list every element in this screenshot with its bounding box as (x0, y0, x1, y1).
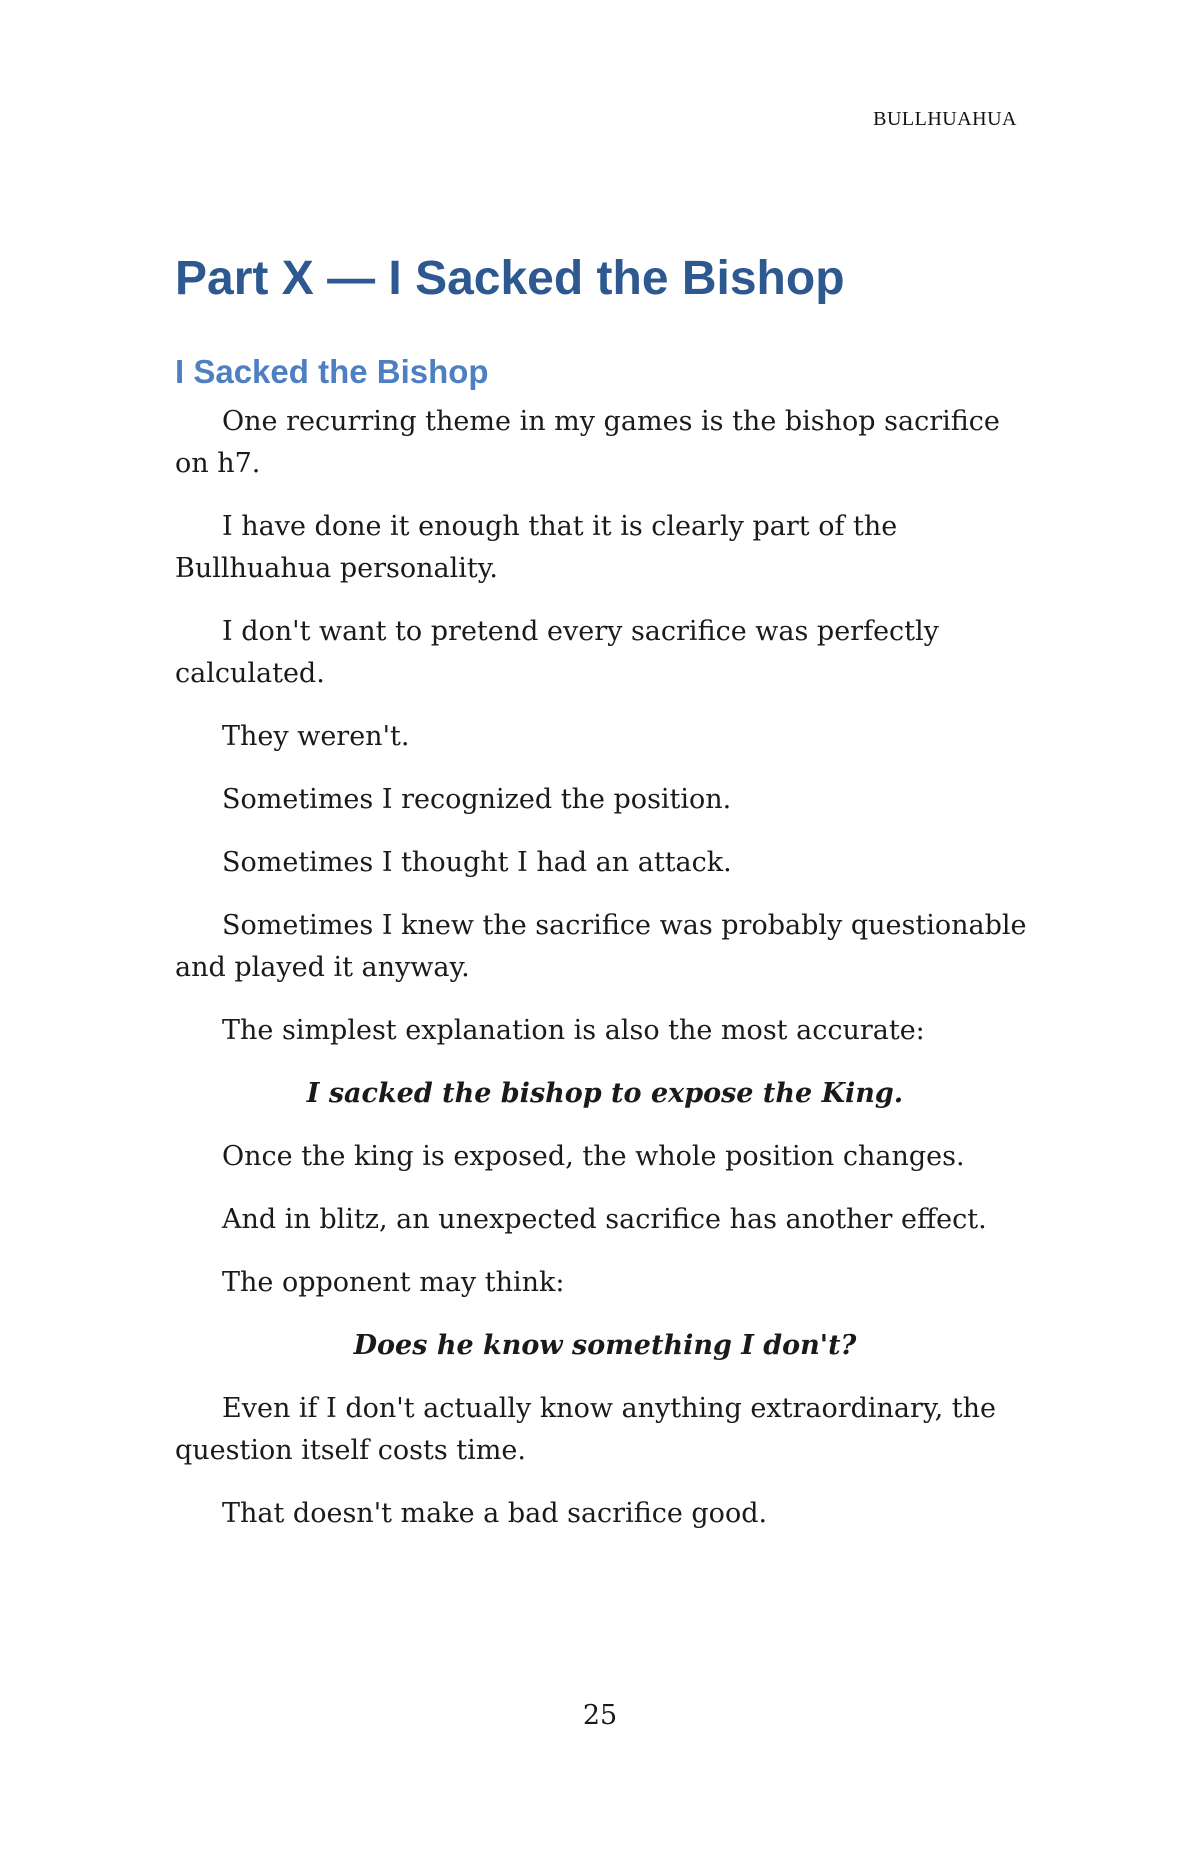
paragraph: That doesn't make a bad sacrifice good. (222, 1498, 768, 1530)
paragraph: The opponent may think: (222, 1267, 565, 1299)
page-number: 25 (582, 1700, 618, 1731)
emphasized-line: Does he know something I don't? (353, 1330, 857, 1362)
running-header: BULLHUAHUA (873, 108, 1017, 130)
paragraph: One recurring theme in my games is the bishop sacrifice on h7. (175, 406, 1000, 480)
paragraph: Sometimes I thought I had an attack. (222, 847, 732, 879)
paragraph: The simplest explanation is also the most accurate: (222, 1015, 925, 1047)
emphasized-line: I sacked the bishop to expose the King. (306, 1078, 904, 1110)
paragraph: Sometimes I recognized the position. (222, 784, 732, 816)
paragraph: Even if I don't actually know anything extraordinary, the question itself costs time. (175, 1393, 996, 1467)
section-heading: I Sacked the Bishop (175, 352, 489, 390)
paragraph: I have done it enough that it is clearly part of the Bullhuahua personality. (175, 511, 898, 585)
paragraph: Sometimes I knew the sacrifice was probably questionable and played it anyway. (175, 910, 1027, 984)
paragraph: I don't want to pretend every sacrifice was perfectly calculated. (175, 616, 939, 690)
chapter-title: Part X — I Sacked the Bishop (175, 252, 845, 305)
page-content (175, 250, 1035, 1556)
paragraph: Once the king is exposed, the whole position changes. (222, 1141, 965, 1173)
paragraph: They weren't. (222, 721, 410, 753)
paragraph: And in blitz, an unexpected sacrifice has another effect. (222, 1204, 987, 1236)
